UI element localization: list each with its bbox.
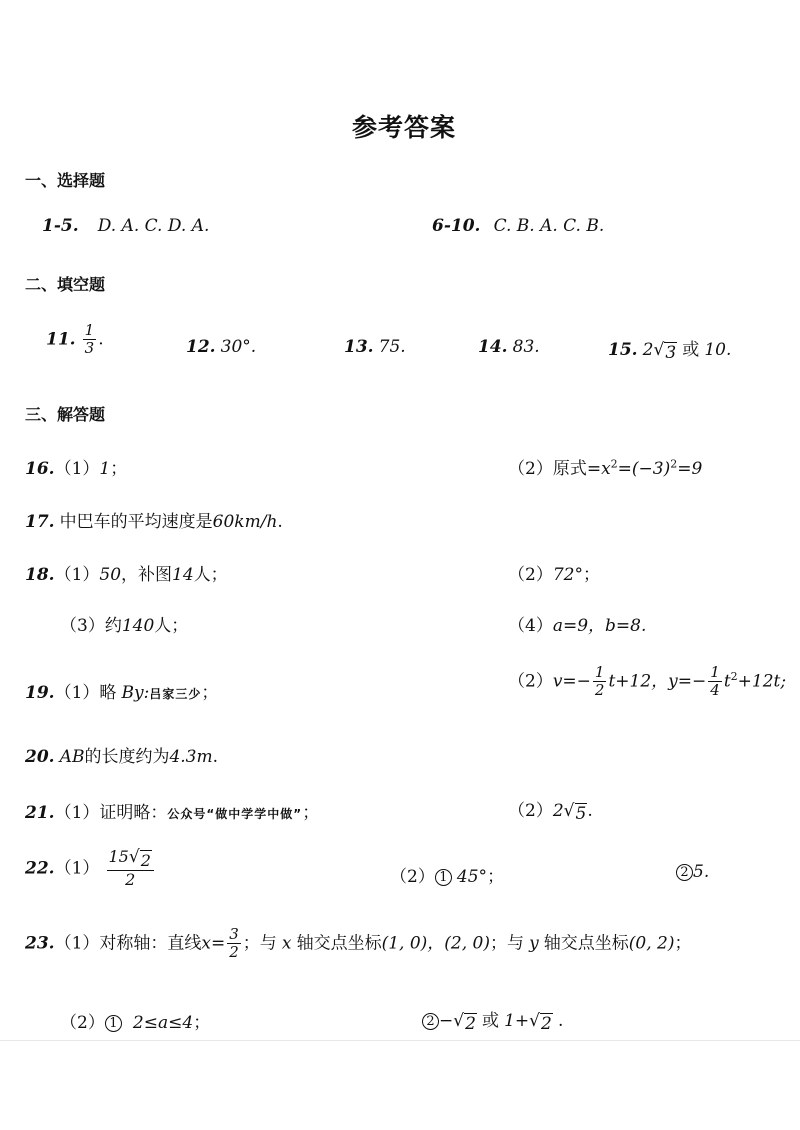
q20 [25, 742, 218, 767]
q23-radicand-1: 2 [465, 1014, 476, 1034]
q23-part3 [422, 1006, 563, 1034]
q21-p1-tail: ； [302, 803, 320, 823]
fill-q11 [46, 322, 104, 358]
q22-denominator: 2 [125, 870, 136, 890]
q18-p2-tail: ； [582, 565, 600, 585]
q23-denominator: 2 [229, 943, 239, 962]
q19-fraction-2 [708, 664, 722, 700]
q23-p3-end: . [557, 1011, 564, 1031]
q21-part1 [25, 798, 319, 823]
q23-p1-yaxis: y [529, 933, 539, 954]
q13-label: 13. [344, 337, 374, 357]
q18-p2-prefix: （2） [508, 565, 553, 585]
q22-part3 [676, 862, 709, 882]
q19-fraction-1 [593, 664, 607, 700]
q22-numerator: 15 √ 2 [107, 848, 154, 871]
q20-value: 4.3m [169, 747, 213, 767]
q18-p3-prefix: （3）约 [60, 616, 122, 636]
q19-p2-mid: t+12，y=− [608, 671, 707, 692]
fill-q14 [478, 337, 540, 357]
q19-part2 [508, 664, 786, 700]
q16-p1-prefix: （1） [54, 459, 100, 479]
section-heading-solve: 三、解答题 [25, 405, 106, 424]
q18-p3-tail: 人； [154, 616, 189, 636]
q18-part1 [25, 560, 228, 585]
q23-p3-one: 1+ [504, 1011, 530, 1031]
q20-label: 20. [25, 747, 55, 767]
q19-p2-v: v=− [552, 671, 591, 692]
q23-p2-range: 2≤a≤4 [132, 1013, 194, 1033]
q22-fraction [107, 848, 154, 890]
q23-sqrt-1: √ 2 [453, 1011, 476, 1034]
q15-label: 15. [608, 340, 638, 360]
q23-label: 23. [25, 933, 55, 954]
choice-answers-1-5: D. A. C. D. A. [97, 216, 210, 236]
q23-part1 [25, 926, 692, 962]
q18-p4-value: a=9，b=8. [552, 616, 647, 636]
q19-f1-num: 1 [594, 663, 605, 681]
section-heading-choice: 一、选择题 [25, 171, 106, 190]
q18-p1-mid: ，补图 [121, 565, 173, 585]
q22-num-radicand: 2 [140, 851, 151, 870]
q15-sqrt: √ 3 [653, 340, 677, 363]
q23-p3-neg: − [439, 1011, 454, 1031]
q19-f2-num: 1 [710, 663, 720, 681]
q19-p2-sup: 2 [730, 669, 738, 683]
q21-part2 [508, 796, 593, 824]
q18-p4-prefix: （4） [508, 616, 553, 636]
choice-group-1 [42, 216, 209, 236]
q18-part3 [60, 611, 188, 636]
q21-handwritten: 公众号“做中学学中做” [167, 807, 303, 821]
q19-f1-den: 2 [594, 681, 605, 700]
q22-num-coef: 15 [108, 847, 129, 866]
q19-part1 [25, 678, 218, 703]
q22-p3-value: 5. [693, 862, 710, 882]
q15-alt: 10. [704, 340, 732, 360]
page-title: 参考答案 [352, 113, 457, 142]
q18-p1-prefix: （1） [54, 565, 100, 585]
q16-label: 16. [25, 459, 55, 479]
q23-p2-tail: ； [193, 1013, 211, 1033]
q23-p1-prefix: （1）对称轴：直线 [54, 933, 202, 954]
q18-part2 [508, 560, 600, 585]
q21-p1-prefix: （1）证明略： [54, 803, 168, 823]
choice-label-6-10: 6-10. [432, 216, 481, 236]
q19-p1-prefix: （1）略 [54, 683, 117, 703]
q11-fraction [83, 322, 97, 358]
q19-handwritten: 吕家三少 [149, 687, 202, 701]
q15-radicand: 3 [665, 343, 677, 363]
q22-p2-tail: ； [487, 867, 505, 887]
q16-part2 [508, 454, 702, 479]
q22-p2-prefix: （2） [390, 867, 435, 887]
q22-part1 [25, 848, 156, 890]
q22-p2-value: 45° [456, 867, 488, 887]
q12-answer: 30°. [220, 337, 257, 357]
q23-p1-x: x= [201, 933, 226, 954]
q17-text: 中巴车的平均速度是 [59, 512, 213, 532]
choice-group-2 [432, 216, 604, 236]
q13-answer: 75. [378, 337, 406, 357]
q21-sqrt: √ 5 [563, 801, 587, 824]
q17-label: 17. [25, 512, 55, 532]
q16-p2-prefix: （2）原式= [508, 459, 602, 479]
choice-label-1-5: 1-5. [42, 216, 79, 236]
q20-text: 的长度约为 [84, 747, 170, 767]
q23-p1-mid: ；与 [242, 933, 277, 954]
q16-p1-tail: ； [110, 459, 128, 479]
section-heading-fill: 二、填空题 [25, 275, 106, 294]
q21-radicand: 5 [575, 804, 587, 824]
q23-fraction [227, 926, 241, 962]
q16-p1-answer: 1 [99, 459, 111, 479]
q12-label: 12. [186, 337, 216, 357]
q20-ab: AB [59, 747, 85, 767]
q18-p2-value: 72° [552, 565, 583, 585]
q23-p1-xaxis: x [281, 933, 292, 954]
q16-p2-mid: =(−3) [617, 459, 671, 479]
page-bottom-divider [0, 1040, 800, 1041]
q11-numerator: 1 [84, 321, 95, 339]
q18-part4 [508, 611, 646, 636]
q23-p1-point: (0, 2) [628, 933, 675, 954]
q16-p2-x: x [601, 459, 611, 479]
q19-p2-t: t [723, 671, 731, 692]
fill-q12 [186, 337, 256, 357]
q14-label: 14. [478, 337, 508, 357]
q21-p2-tail: . [587, 801, 593, 821]
q22-p1-prefix: （1） [54, 858, 100, 879]
q19-label: 19. [25, 683, 55, 703]
q18-p1-value2: 14 [172, 565, 194, 585]
q19-by: By: [121, 683, 150, 703]
q18-label: 18. [25, 565, 55, 585]
q22-part2 [390, 862, 504, 887]
q18-p1-value: 50 [99, 565, 122, 585]
q17 [25, 507, 283, 532]
q23-circled-2: 2 [422, 1013, 439, 1030]
q17-value: 60km/h [212, 512, 278, 532]
fill-q15 [608, 335, 731, 363]
q23-radicand-2: 2 [541, 1014, 552, 1034]
q23-p1-mid2: 轴交点坐标 [296, 933, 382, 954]
q23-p1-mid4: 轴交点坐标 [543, 933, 629, 954]
q16-p2-end: =9 [677, 459, 703, 479]
q11-denominator: 3 [84, 339, 95, 358]
q14-answer: 83. [512, 337, 540, 357]
q20-tail: . [212, 747, 219, 767]
q22-circled-1: 1 [435, 869, 452, 886]
q19-p2-end: +12t; [737, 671, 787, 692]
choice-answers-6-10: C. B. A. C. B. [493, 216, 605, 236]
q15-or: 或 [682, 340, 700, 360]
q23-p1-points: (1, 0)，(2, 0) [381, 933, 490, 954]
q16-p2-sup: 2 [610, 457, 618, 471]
q23-sqrt-2: √ 2 [529, 1011, 552, 1034]
q22-label: 22. [25, 858, 55, 879]
q17-tail: . [277, 512, 283, 532]
q11-tail: . [98, 329, 104, 350]
fill-q13 [344, 337, 406, 357]
q23-p1-tail: ； [674, 933, 692, 954]
q16-p2-sup2: 2 [670, 457, 678, 471]
q23-p3-or: 或 [482, 1011, 500, 1031]
q23-p1-mid3: ；与 [490, 933, 524, 954]
q18-p1-tail: 人； [193, 565, 228, 585]
q16-part1 [25, 454, 127, 479]
q23-part2 [60, 1008, 210, 1033]
q19-p1-tail: ； [201, 683, 219, 703]
q15-coef: 2 [642, 340, 654, 360]
q23-numerator: 3 [229, 925, 239, 943]
q23-p2-prefix: （2） [60, 1013, 105, 1033]
q21-label: 21. [25, 803, 55, 823]
q22-circled-2: 2 [676, 864, 693, 881]
q19-f2-den: 4 [710, 681, 720, 700]
q21-p2-coef: 2 [552, 801, 564, 821]
q23-circled-1: 1 [105, 1015, 122, 1032]
q11-label: 11. [46, 329, 76, 350]
q18-p3-value: 140 [121, 616, 155, 636]
q19-p2-prefix: （2） [508, 671, 553, 692]
q21-p2-prefix: （2） [508, 801, 553, 821]
